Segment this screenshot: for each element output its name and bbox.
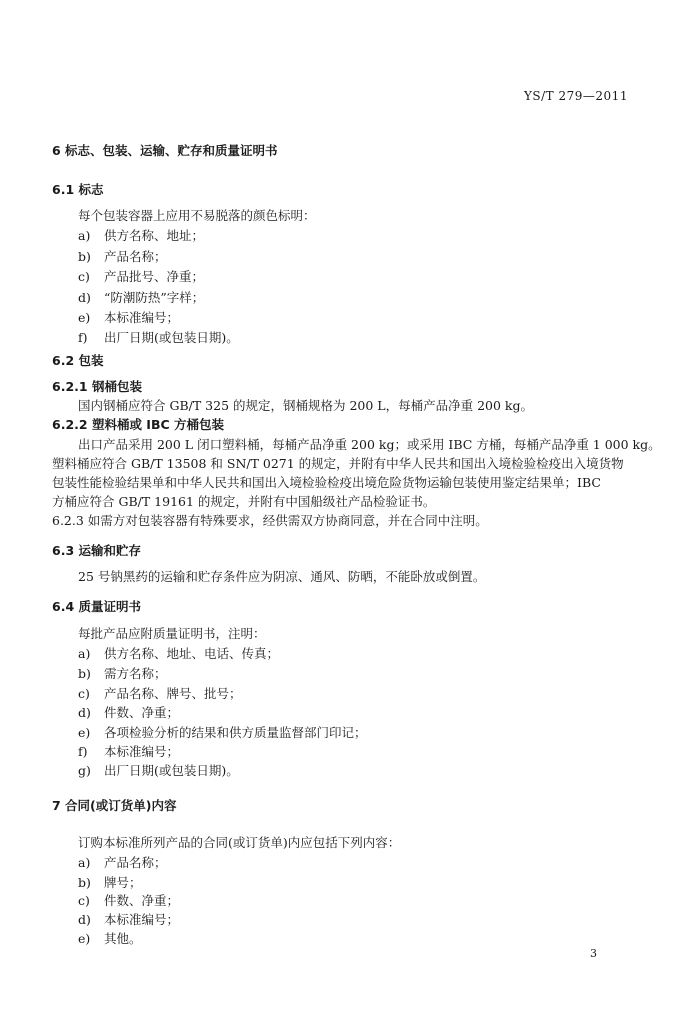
list-item-text: 本标准编号； <box>104 310 180 325</box>
section-6-2-2-heading: 6.2.2 塑料桶或 IBC 方桶包装 <box>52 417 224 432</box>
section-6-1-heading: 6.1 标志 <box>52 182 104 197</box>
section-6-1-intro: 每个包装容器上应用不易脱落的颜色标明： <box>78 208 316 223</box>
section-6-2-2-line: 包装性能检验结果单和中华人民共和国出入境检验检疫出境危险货物运输包装使用鉴定结果单；IBC <box>52 475 601 490</box>
list-item <box>78 664 167 682</box>
section-6-3-heading: 6.3 运输和贮存 <box>52 543 141 558</box>
list-item-text: 件数、净重； <box>104 705 180 720</box>
list-item <box>78 226 204 244</box>
list-item-label: g) <box>78 763 91 778</box>
list-item-text: 产品批号、净重； <box>104 269 205 284</box>
list-item <box>78 328 239 346</box>
list-item-label: f) <box>78 330 88 345</box>
list-item-label: a) <box>78 228 91 243</box>
section-6-4-intro: 每批产品应附质量证明书，注明： <box>78 626 266 641</box>
section-7-intro: 订购本标准所列产品的合同(或订货单)内应包括下列内容： <box>78 835 401 850</box>
list-item <box>78 910 179 928</box>
list-item-label: a) <box>78 646 91 661</box>
list-item-text: 需方名称； <box>104 666 167 681</box>
list-item-text: “防潮防热”字样； <box>104 290 205 305</box>
list-item-text: 牌号； <box>104 875 142 890</box>
list-item-label: b) <box>78 249 91 264</box>
list-item-label: a) <box>78 855 91 870</box>
list-item <box>78 288 204 306</box>
section-6-heading: 6 标志、包装、运输、贮存和质量证明书 <box>52 143 278 158</box>
section-6-2-3: 6.2.3 如需方对包装容器有特殊要求，经供需双方协商同意，并在合同中注明。 <box>52 513 488 528</box>
page-number: 3 <box>590 947 597 960</box>
list-item <box>78 929 142 947</box>
list-item <box>78 853 167 871</box>
list-item <box>78 742 179 760</box>
section-7-heading: 7 合同(或订货单)内容 <box>52 798 177 813</box>
list-item-label: d) <box>78 705 91 720</box>
list-item-text: 产品名称、牌号、批号； <box>104 686 242 701</box>
list-item <box>78 247 167 265</box>
list-item <box>78 267 204 285</box>
list-item-label: d) <box>78 290 91 305</box>
list-item <box>78 723 367 741</box>
list-item-label: e) <box>78 931 91 946</box>
list-item-label: c) <box>78 893 90 908</box>
section-6-2-1-body: 国内钢桶应符合 GB/T 325 的规定，钢桶规格为 200 L，每桶产品净重 200 kg。 <box>78 398 533 413</box>
list-item-text: 本标准编号； <box>104 912 180 927</box>
list-item-label: d) <box>78 912 91 927</box>
list-item <box>78 873 142 891</box>
section-6-2-2-line: 出口产品采用 200 L 闭口塑料桶，每桶产品净重 200 kg；或采用 IBC 方桶，每桶产品净重 1 000 kg。 <box>78 437 661 452</box>
section-6-4-heading: 6.4 质量证明书 <box>52 599 141 614</box>
list-item <box>78 308 179 326</box>
list-item-label: b) <box>78 875 91 890</box>
list-item-label: c) <box>78 269 90 284</box>
list-item-text: 本标准编号； <box>104 744 180 759</box>
list-item-label: f) <box>78 744 88 759</box>
section-6-2-heading: 6.2 包装 <box>52 353 104 368</box>
list-item-label: c) <box>78 686 90 701</box>
list-item-text: 产品名称； <box>104 249 167 264</box>
list-item-text: 产品名称； <box>104 855 167 870</box>
list-item-text: 各项检验分析的结果和供方质量监督部门印记； <box>104 725 367 740</box>
list-item <box>78 684 242 702</box>
list-item <box>78 703 179 721</box>
list-item-text: 出厂日期(或包装日期)。 <box>104 330 239 345</box>
standard-number: YS/T 279—2011 <box>524 89 628 103</box>
section-6-2-2-line: 方桶应符合 GB/T 19161 的规定，并附有中国船级社产品检验证书。 <box>52 494 436 509</box>
section-6-3-body: 25 号钠黑药的运输和贮存条件应为阴凉、通风、防晒，不能卧放或倒置。 <box>78 569 486 584</box>
section-6-2-2-line: 塑料桶应符合 GB/T 13508 和 SN/T 0271 的规定，并附有中华人民共和国出入境检验检疫出入境货物 <box>52 456 624 471</box>
section-6-2-1-heading: 6.2.1 钢桶包装 <box>52 379 142 394</box>
list-item-text: 其他。 <box>104 931 142 946</box>
list-item-text: 出厂日期(或包装日期)。 <box>104 763 239 778</box>
list-item <box>78 891 179 909</box>
list-item-text: 供方名称、地址； <box>104 228 205 243</box>
list-item <box>78 644 279 662</box>
list-item <box>78 761 239 779</box>
list-item-text: 供方名称、地址、电话、传真； <box>104 646 280 661</box>
list-item-label: b) <box>78 666 91 681</box>
list-item-label: e) <box>78 310 91 325</box>
list-item-text: 件数、净重； <box>104 893 180 908</box>
list-item-label: e) <box>78 725 91 740</box>
